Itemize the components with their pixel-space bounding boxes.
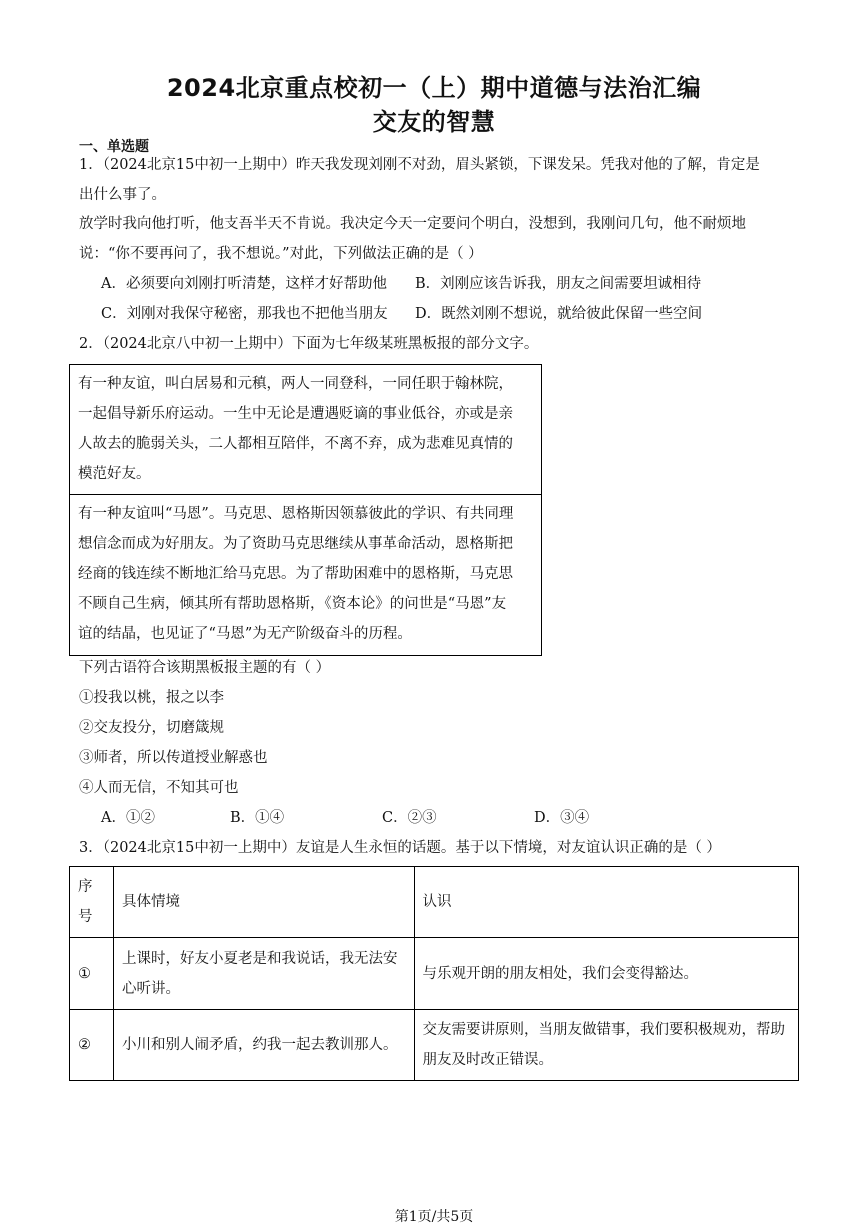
table-cell-view: 与乐观开朗的朋友相处，我们会变得豁达。 — [414, 938, 798, 1010]
box1-line: 模范好友。 — [78, 466, 151, 482]
blackboard-text-box-1 — [69, 364, 542, 495]
q1-stem-line2: 出什么事了。 — [79, 187, 166, 203]
q1-option-a: A．必须要向刘刚打听清楚，这样才好帮助他 — [101, 276, 387, 292]
table-cell-view: 交友需要讲原则，当朋友做错事，我们要积极规劝，帮助朋友及时改正错误。 — [414, 1010, 798, 1081]
q2-stem: 2．（2024北京八中初一上期中）下面为七年级某班黑板报的部分文字。 — [79, 336, 539, 352]
q2-option-a: A．①② — [101, 810, 155, 826]
table-header-no: 序号 — [70, 867, 114, 938]
table-cell-no: ② — [70, 1010, 114, 1081]
document-title: 2024北京重点校初一（上）期中道德与法治汇编 — [166, 74, 702, 102]
box2-line: 经商的钱连续不断地汇给马克思。为了帮助困难中的恩格斯，马克思 — [78, 566, 513, 582]
box2-line: 有一种友谊叫“马恩”。马克思、恩格斯因领慕彼此的学识、有共同理 — [78, 506, 514, 522]
q3-table — [69, 866, 799, 1081]
q2-item-2: ②交友投分，切磨箴规 — [79, 720, 224, 736]
q3-stem: 3．（2024北京15中初一上期中）友谊是人生永恒的话题。基于以下情境，对友谊认识正确的是（ ） — [79, 840, 721, 856]
box2-line: 想信念而成为好朋友。为了资助马克思继续从事革命活动，恩格斯把 — [78, 536, 513, 552]
table-row — [70, 938, 799, 1010]
table-row — [70, 1010, 799, 1081]
blackboard-text-box-2 — [69, 494, 542, 656]
document-subtitle: 交友的智慧 — [372, 108, 496, 136]
box2-line: 谊的结晶，也见证了“马恩”为无产阶级奋斗的历程。 — [78, 626, 412, 642]
box2-line: 不顾自己生病，倾其所有帮助恩格斯，《资本论》的问世是“马恩”友 — [78, 596, 507, 612]
box1-line: 一起倡导新乐府运动。一生中无论是遭遇贬谪的事业低谷，亦或是亲 — [78, 406, 513, 422]
q1-stem-line1: 1．（2024北京15中初一上期中）昨天我发现刘刚不对劲，眉头紧锁，下课发呆。凭我对他的了解，肯定是 — [79, 157, 760, 173]
q2-item-1: ①投我以桃，报之以李 — [79, 690, 224, 706]
q2-option-c: C．②③ — [382, 810, 437, 826]
q2-option-b: B．①④ — [230, 810, 285, 826]
q2-option-d: D．③④ — [534, 810, 590, 826]
q1-stem-line4: 说：“你不要再问了，我不想说。”对此，下列做法正确的是（ ） — [79, 246, 483, 262]
q1-stem-line3: 放学时我向他打听，他支吾半天不肯说。我决定今天一定要问个明白，没想到，我刚问几句，他不耐烦地 — [79, 216, 746, 232]
table-cell-situation: 小川和别人闹矛盾，约我一起去教训那人。 — [113, 1010, 414, 1081]
q1-option-d: D．既然刘刚不想说，就给彼此保留一些空间 — [415, 306, 703, 322]
box1-line: 有一种友谊，叫白居易和元稹，两人一同登科，一同任职于翰林院， — [78, 376, 513, 392]
q1-option-b: B．刘刚应该告诉我，朋友之间需要坦诚相待 — [415, 276, 702, 292]
q1-option-c: C．刘刚对我保守秘密，那我也不把他当朋友 — [101, 306, 388, 322]
table-header-situation: 具体情境 — [113, 867, 414, 938]
q2-item-3: ③师者，所以传道授业解惑也 — [79, 750, 268, 766]
table-cell-situation: 上课时，好友小夏老是和我说话，我无法安心听讲。 — [113, 938, 414, 1010]
q2-prompt: 下列古语符合该期黑板报主题的有（ ） — [79, 660, 331, 676]
table-header-view: 认识 — [414, 867, 798, 938]
table-cell-no: ① — [70, 938, 114, 1010]
q2-item-4: ④人而无信，不知其可也 — [79, 780, 239, 796]
section-heading: 一、单选题 — [79, 139, 149, 155]
table-header-row — [70, 867, 799, 938]
page-number: 第1页/共5页 — [394, 1209, 474, 1225]
box1-line: 人故去的脆弱关头，二人都相互陪伴，不离不弃，成为悲难见真情的 — [78, 436, 513, 452]
